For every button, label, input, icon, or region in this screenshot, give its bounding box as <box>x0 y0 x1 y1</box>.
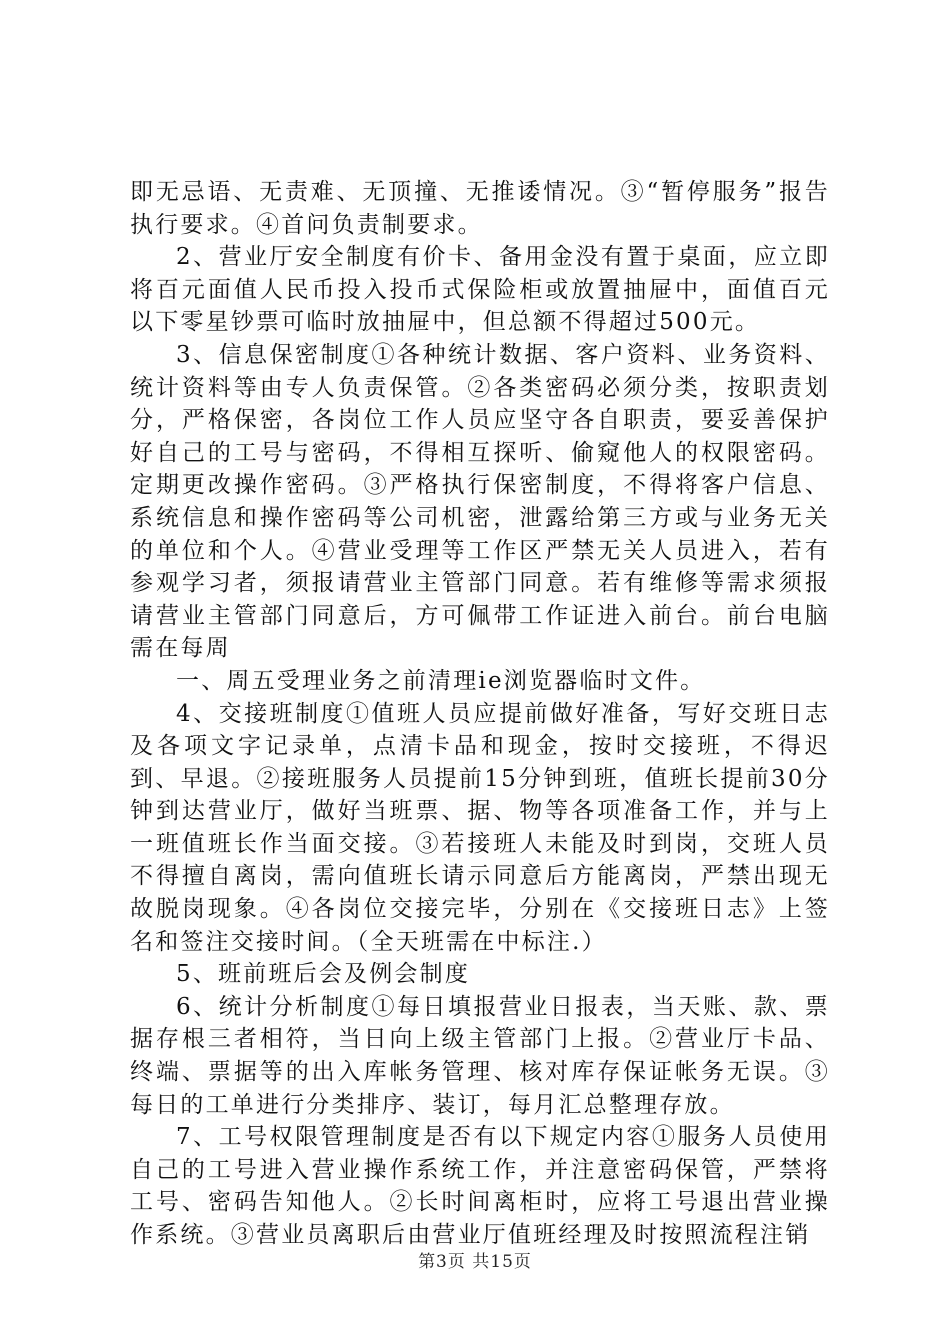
paragraph-shift-handover: 4、交接班制度①值班人员应提前做好准备，写好交班日志及各项文字记录单，点清卡品和现金，按时交接班，不得迟到、早退。②接班服务人员提前15分钟到班，值班长提前30分钟到达营业厅，做好当班票、据、物等各项准备工作，并与上一班值班长作当面交接。③若接班人未能及时到岗，交班人员不得擅自离岗，需向值班长请示同意后方能离岗，严禁出现无故脱岗现象。④各岗位交接完毕，分别在《交接班日志》上签名和签注交接时间。（全天班需在中标注.） <box>130 700 830 955</box>
paragraph-meeting-rules: 5、班前班后会及例会制度 <box>176 961 471 988</box>
paragraph-account-permission-rules: 7、工号权限管理制度是否有以下规定内容①服务人员使用自己的工号进入营业操作系统工作，并注意密码保管，严禁将工号、密码告知他人。②长时间离柜时，应将工号退出营业操作系统。③营业员离职后由营业厅值班经理及时按照流程注销 <box>130 1124 830 1248</box>
document-body <box>130 176 830 1252</box>
paragraph-security-rules: 2、营业厅安全制度有价卡、备用金没有置于桌面，应立即将百元面值人民币投入投币式保险柜或放置抽屉中，面值百元以下零星钞票可临时放抽屉中，但总额不得超过500元。 <box>130 244 830 336</box>
paragraph-statistics-rules: 6、统计分析制度①每日填报营业日报表，当天账、款、票据存根三者相符，当日向上级主管部门上报。②营业厅卡品、终端、票据等的出入库帐务管理、核对库存保证帐务无误。③每日的工单进行分类排序、装订，每月汇总整理存放。 <box>130 993 830 1118</box>
paragraph-confidentiality-rules: 3、信息保密制度①各种统计数据、客户资料、业务资料、统计资料等由专人负责保管。②各类密码必须分类，按职责划分，严格保密，各岗位工作人员应坚守各自职责，要妥善保护好自己的工号与密码，不得相互探听、偷窥他人的权限密码。定期更改操作密码。③严格执行保密制度，不得将客户信息、系统信息和操作密码等公司机密，泄露给第三方或与业务无关的单位和个人。④营业受理等工作区严禁无关人员进入，若有参观学习者，须报请营业主管部门同意。若有维修等需求须报请营业主管部门同意后，方可佩带工作证进入前台。前台电脑需在每周 <box>130 341 830 662</box>
paragraph-browser-cleanup: 一、周五受理业务之前清理ie浏览器临时文件。 <box>176 667 706 694</box>
page-number-footer: 第3页 共15页 <box>418 1252 532 1272</box>
paragraph-continuation: 即无忌语、无责难、无顶撞、无推诿情况。③“暂停服务”报告执行要求。④首问负责制要求。 <box>130 179 830 238</box>
